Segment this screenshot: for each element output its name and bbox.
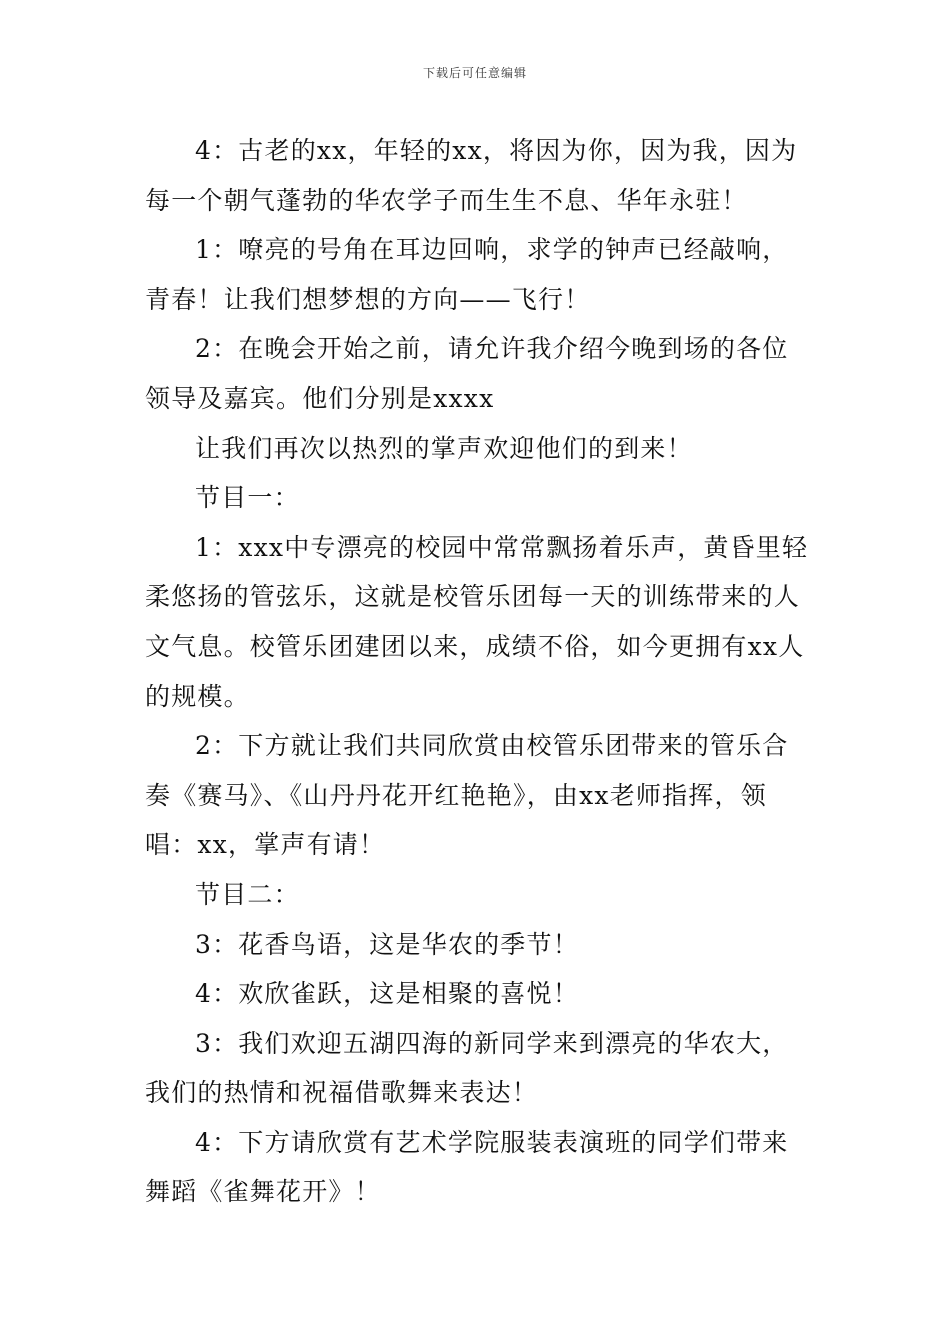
paragraph-7: 3：花香鸟语，这是华农的季节！	[195, 929, 579, 959]
document-body	[145, 126, 810, 1217]
paragraph-5: 1：xxx中专漂亮的校园中常常飘扬着乐声，黄昏里轻柔悠扬的管弦乐，这就是校管乐团每一天的训练带来的人文气息。校管乐团建团以来，成绩不俗，如今更拥有xx人的规模。	[145, 532, 809, 711]
program-heading-2: 节目二：	[195, 879, 300, 909]
paragraph-2: 1：嘹亮的号角在耳边回响，求学的钟声已经敲响，青春！让我们想梦想的方向——飞行！	[145, 235, 789, 314]
paragraph-9: 3：我们欢迎五湖四海的新同学来到漂亮的华农大，我们的热情和祝福借歌舞来表达！	[145, 1028, 789, 1108]
paragraph-4: 让我们再次以热烈的掌声欢迎他们的到来！	[195, 433, 693, 463]
paragraph-3: 2：在晚会开始之前，请允许我介绍今晚到场的各位领导及嘉宾。他们分别是xxxx	[145, 334, 789, 413]
paragraph-8: 4：欢欣雀跃，这是相聚的喜悦！	[195, 979, 579, 1009]
paragraph-6: 2：下方就让我们共同欣赏由校管乐团带来的管乐合奏《赛马》、《山丹丹花开红艳艳》，由xx老师指挥，领唱：xx，掌声有请！	[145, 731, 789, 860]
page-header-note: 下载后可任意编辑	[422, 66, 527, 80]
program-heading-1: 节目一：	[195, 483, 300, 513]
paragraph-1: 4：古老的xx，年轻的xx，将因为你，因为我，因为每一个朝气蓬勃的华农学子而生生不息、华年永驻！	[145, 136, 798, 215]
paragraph-10: 4：下方请欣赏有艺术学院服装表演班的同学们带来舞蹈《雀舞花开》！	[145, 1127, 789, 1207]
